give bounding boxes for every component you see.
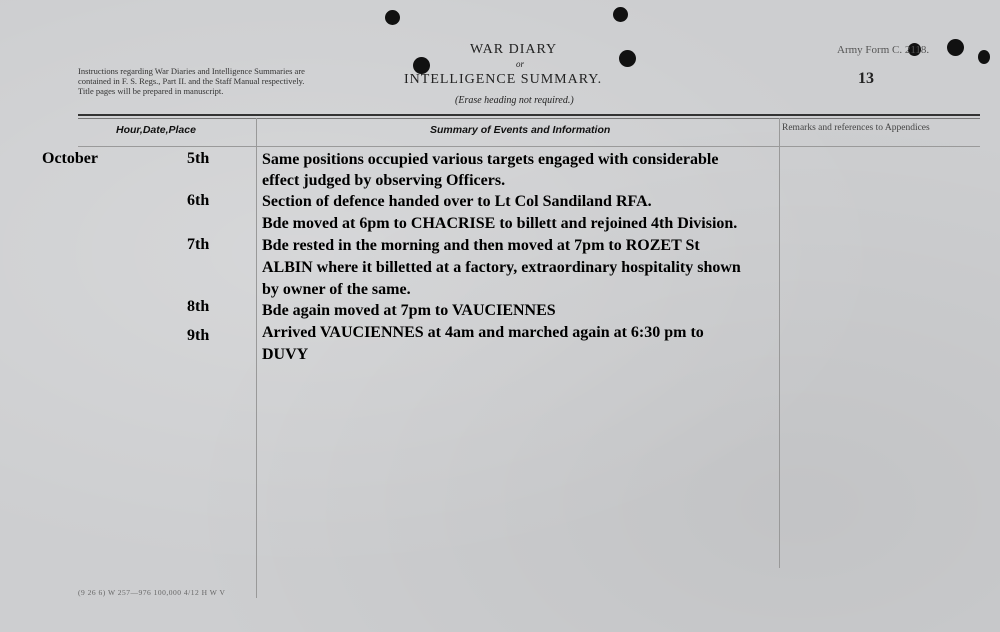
title-or: or (516, 59, 525, 69)
summary-line: by owner of the same. (262, 281, 411, 298)
title-war-diary: WAR DIARY (470, 42, 558, 57)
punch-hole (619, 50, 636, 67)
day-label: 9th (187, 327, 210, 344)
summary-line: effect judged by observing Officers. (262, 172, 506, 189)
header-rule (78, 114, 980, 116)
summary-line: Same positions occupied various targets engaged with considerable (262, 151, 719, 168)
summary-line: Bde again moved at 7pm to VAUCIENNES (262, 302, 556, 319)
erase-note: (Erase heading not required.) (455, 95, 574, 106)
punch-hole (613, 7, 628, 22)
summary-line: ALBIN where it billetted at a factory, extraordinary hospitality shown (262, 259, 741, 276)
header-rule-thin (78, 118, 980, 119)
column-header-remarks: Remarks and references to Appendices (782, 123, 930, 133)
title-intelligence-summary: INTELLIGENCE SUMMARY. (404, 72, 603, 87)
page-number: 13 (858, 70, 874, 87)
column-header-hour-date-place: Hour,Date,Place (116, 124, 196, 136)
column-divider (256, 118, 257, 598)
day-label: 8th (187, 298, 210, 315)
summary-line: Bde moved at 6pm to CHACRISE to billett and rejoined 4th Division. (262, 215, 738, 232)
army-form-label: Army Form C. 2118. (837, 44, 930, 56)
punch-hole (978, 50, 990, 64)
instructions-text: Instructions regarding War Diaries and Intelligence Summaries are contained in F. S. Regs., Part II. and the Staff Manual respectively. Title pages will be prepared in manuscript. (78, 66, 305, 96)
column-header-rule (78, 146, 980, 147)
punch-hole (385, 10, 400, 25)
month-label: October (42, 150, 98, 167)
punch-hole (947, 39, 964, 56)
summary-line: Section of defence handed over to Lt Col Sandiland RFA. (262, 193, 652, 210)
day-label: 7th (187, 236, 210, 253)
column-header-summary: Summary of Events and Information (430, 124, 611, 136)
summary-line: Arrived VAUCIENNES at 4am and marched again at 6:30 pm to (262, 324, 704, 341)
column-divider (779, 118, 780, 568)
day-label: 6th (187, 192, 210, 209)
summary-line: DUVY (262, 346, 309, 363)
print-code: (9 26 6) W 257—976 100,000 4/12 H W V (78, 588, 226, 597)
summary-line: Bde rested in the morning and then moved at 7pm to ROZET St (262, 237, 700, 254)
day-label: 5th (187, 150, 210, 167)
